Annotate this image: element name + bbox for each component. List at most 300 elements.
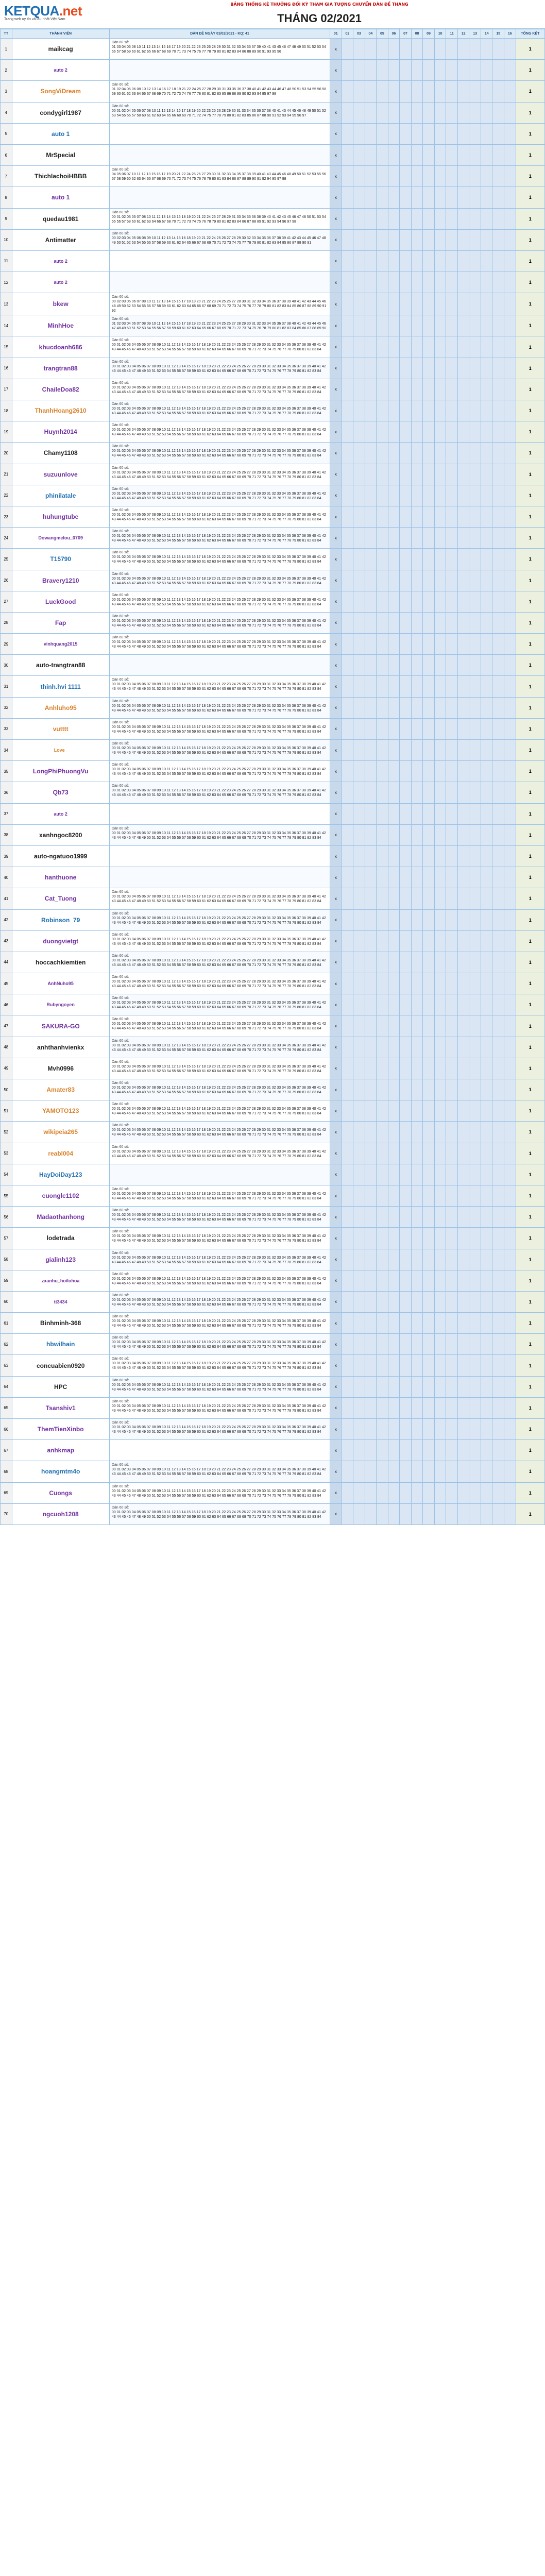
number-set-values: 00 01 02 03 04 05 06 07 08 09 10 11 12 13 14 15 16 17 18 19 20 21 22 23 24 25 26 27 28 29 30 31 32 33 34 35 36 37 38 39 40 41 42 43 44 45 46 47 48 49 50 51 52 53 54 55 56 57 58 59 60 61 62 63 64 65 66 67 68 69 70 71 72 73 74 75 76 77 78 79 80 81 82 83 84 [111,789,326,798]
day-result-cell [377,123,388,144]
day-result-cell [377,655,388,676]
day-result-cell [342,1291,353,1312]
total-cell: 1 [516,1482,544,1503]
total-cell: 1 [516,506,544,527]
member-name-link[interactable]: anhkmap [12,1440,109,1461]
day-result-cell [457,250,469,272]
day-result-cell [388,591,400,612]
day-result-cell: x [330,229,342,250]
member-name-link[interactable]: Fap [12,612,109,633]
day-result-cell [353,1058,365,1079]
number-set-cell [109,782,330,803]
number-set-label: Dàn 60 số: [111,1399,129,1403]
banner-text: BẢNG THỐNG KÊ THƯỞNG ĐỐI KỲ THAM GIA TƯỢNG CHUYỂN DÀN ĐỀ THÁNG [230,2,408,7]
day-result-cell [423,740,435,761]
day-result-cell [446,655,458,676]
day-result-cell [388,1122,400,1143]
member-name-link[interactable]: auto 2 [12,60,109,81]
day-result-cell: x [330,443,342,464]
row-number: 10 [1,229,12,250]
day-result-cell [342,506,353,527]
member-name-link[interactable]: auto 2 [12,803,109,824]
member-name-link[interactable]: Mvh0996 [12,1058,109,1079]
day-result-cell [446,888,458,909]
member-name-link[interactable]: huhungtube [12,506,109,527]
day-result-cell [353,293,365,315]
day-result-cell [411,930,423,952]
day-result-cell [446,1482,458,1503]
row-number: 38 [1,824,12,845]
day-result-cell [388,293,400,315]
day-result-cell [504,549,516,570]
table-row [1,1207,545,1228]
day-result-cell [400,1122,412,1143]
day-result-cell [377,1419,388,1440]
day-result-cell [400,973,412,994]
day-result-cell [388,1291,400,1312]
day-result-cell [469,612,481,633]
day-result-cell [388,1397,400,1418]
day-result-cell [388,315,400,336]
member-name-link[interactable]: hanthuone [12,867,109,888]
member-name-link[interactable]: auto-trangtran88 [12,655,109,676]
day-result-cell [481,208,492,229]
member-name-link[interactable]: Antimatter [12,229,109,250]
day-result-cell [342,443,353,464]
member-name-link[interactable]: auto-ngatuoo1999 [12,845,109,867]
day-result-cell [377,400,388,421]
day-result-cell [423,1313,435,1334]
day-result-cell [353,208,365,229]
day-result-cell [457,697,469,718]
day-result-cell [434,697,446,718]
member-name-link[interactable]: Bravery1210 [12,570,109,591]
day-result-cell [400,676,412,697]
day-result-cell [446,1440,458,1461]
member-name-link[interactable]: LongPhiPhuongVu [12,761,109,782]
day-result-cell [457,1461,469,1482]
day-result-cell [365,1122,377,1143]
day-result-cell [492,1397,504,1418]
day-result-cell [388,1334,400,1355]
day-result-cell [434,379,446,400]
day-result-cell [446,549,458,570]
day-result-cell [388,1313,400,1334]
day-result-cell [400,1419,412,1440]
day-result-cell [423,1207,435,1228]
day-result-cell [342,102,353,123]
member-name-link[interactable]: auto 1 [12,187,109,208]
member-name-link[interactable]: Tsanshiv1 [12,1397,109,1418]
row-number: 36 [1,782,12,803]
day-result-cell [504,485,516,506]
day-result-cell [411,570,423,591]
day-result-cell [365,591,377,612]
day-result-cell: x [330,549,342,570]
day-result-cell [481,1015,492,1037]
day-result-cell: x [330,994,342,1015]
table-row [1,1143,545,1164]
day-result-cell [377,1058,388,1079]
row-number: 57 [1,1228,12,1249]
table-row [1,909,545,930]
member-name-link[interactable]: SAKURA-GO [12,1015,109,1037]
member-name-link[interactable]: hoangmtm4o [12,1461,109,1482]
day-result-cell [504,1207,516,1228]
day-result-cell [481,634,492,655]
member-name-link[interactable]: Chamy1108 [12,443,109,464]
day-result-cell [400,229,412,250]
member-name-link[interactable]: Anhluho95 [12,697,109,718]
member-name-link[interactable]: cuonglc1102 [12,1185,109,1206]
member-name-link[interactable]: vutttt [12,718,109,739]
member-name-link[interactable]: auto 2 [12,250,109,272]
day-result-cell [353,102,365,123]
day-result-cell [457,740,469,761]
total-cell: 1 [516,123,544,144]
number-set-values: 00 01 02 03 04 05 06 07 08 09 10 11 12 13 14 15 16 17 18 19 20 21 22 23 24 25 26 27 28 29 30 31 32 33 34 35 36 37 38 39 40 41 42 43 44 45 46 47 48 49 50 51 52 53 54 55 56 57 58 59 60 61 62 63 64 65 66 67 68 69 70 71 72 73 74 75 76 77 78 79 80 81 82 83 84 [111,428,326,437]
day-result-cell [365,845,377,867]
number-set-values: 00 01 02 03 04 05 06 07 08 09 10 11 12 13 14 15 16 17 18 19 20 21 22 23 24 25 26 27 28 29 30 31 32 33 34 35 36 37 38 39 40 41 42 43 44 45 46 47 48 49 50 51 52 53 54 55 56 57 58 59 60 61 62 63 64 65 66 67 68 69 70 71 72 73 74 75 76 77 78 79 80 81 82 83 84 [111,1426,326,1434]
number-set-values: 00 01 02 03 04 05 06 07 08 09 10 11 12 13 14 15 16 17 18 19 20 21 22 23 24 25 26 27 28 29 30 31 32 33 34 35 36 37 38 39 40 41 42 43 44 45 46 47 48 49 50 51 52 53 54 55 56 57 58 59 60 61 62 63 64 65 66 67 68 69 70 71 72 73 74 75 76 77 78 79 80 81 82 83 84 [111,916,326,925]
day-result-cell: x [330,1334,342,1355]
site-logo[interactable] [4,3,92,26]
day-result-cell: x [330,506,342,527]
member-name-link[interactable]: T15790 [12,549,109,570]
day-result-cell [446,930,458,952]
member-name-link[interactable]: ThichlachoiHBBB [12,166,109,187]
member-name-link[interactable]: ThanhHoang2610 [12,400,109,421]
number-set-label: Dàn 60 số: [111,784,129,788]
day-result-cell [353,81,365,102]
day-result-cell [400,250,412,272]
header-day: 07 [400,29,412,39]
member-name-link[interactable]: maikcag [12,39,109,60]
day-result-cell [457,1355,469,1376]
day-result-cell [457,1185,469,1206]
day-result-cell [481,909,492,930]
row-number: 56 [1,1207,12,1228]
day-result-cell [365,1313,377,1334]
member-name-link[interactable]: condygirl1987 [12,102,109,123]
member-name-link[interactable]: MrSpecial [12,144,109,165]
day-result-cell [411,336,423,358]
day-result-cell [377,1291,388,1312]
member-name-link[interactable]: anhthanhvienkx [12,1037,109,1058]
day-result-cell [365,612,377,633]
day-result-cell [504,740,516,761]
table-row [1,1058,545,1079]
member-name-link[interactable]: wikipeia265 [12,1122,109,1143]
member-name-link[interactable]: SongViDream [12,81,109,102]
day-result-cell [434,81,446,102]
day-result-cell [481,1397,492,1418]
header-day: 13 [469,29,481,39]
member-name-link[interactable]: Love_ [12,740,109,761]
member-name-link[interactable]: lodetrada [12,1228,109,1249]
member-name-link[interactable]: thinh.hvi 1111 [12,676,109,697]
day-result-cell [365,1482,377,1503]
day-result-cell [342,1207,353,1228]
day-result-cell [434,740,446,761]
member-name-link[interactable]: zxanhu_hoilohoa [12,1270,109,1291]
day-result-cell [365,485,377,506]
day-result-cell [377,187,388,208]
day-result-cell: x [330,39,342,60]
day-result-cell [365,888,377,909]
day-result-cell [423,208,435,229]
day-result-cell: x [330,400,342,421]
day-result-cell [377,358,388,379]
member-name-link[interactable]: ngcuoh1208 [12,1503,109,1524]
day-result-cell [342,166,353,187]
day-result-cell [400,761,412,782]
member-name-link[interactable]: reabl004 [12,1143,109,1164]
day-result-cell [400,39,412,60]
row-number: 49 [1,1058,12,1079]
member-name-link[interactable]: vinhquang2015 [12,634,109,655]
number-set-cell [109,1291,330,1312]
day-result-cell: x [330,1228,342,1249]
row-number: 59 [1,1270,12,1291]
member-name-link[interactable]: khucdoanh686 [12,336,109,358]
day-result-cell [411,400,423,421]
day-result-cell [353,1143,365,1164]
number-set-values: 00 01 02 03 04 05 06 07 08 09 10 11 12 13 14 15 16 17 18 19 20 21 22 23 24 25 26 27 28 29 30 31 32 33 34 35 36 37 38 39 40 41 42 43 44 45 46 47 48 49 50 51 52 53 54 55 56 57 58 59 60 61 62 63 64 65 66 67 68 69 70 71 72 73 74 75 76 77 78 79 80 81 82 83 84 [111,555,326,564]
member-name-link[interactable]: Qb73 [12,782,109,803]
member-name-link[interactable]: Rubyngoyen [12,994,109,1015]
day-result-cell [457,421,469,443]
day-result-cell [377,81,388,102]
day-result-cell [457,1503,469,1524]
day-result-cell [469,1015,481,1037]
day-result-cell [342,1419,353,1440]
number-set-values: 00 01 02 03 04 05 06 07 08 09 10 11 12 13 14 15 16 17 18 19 20 21 22 23 24 25 26 27 28 29 30 31 32 33 34 35 36 37 38 39 40 41 42 43 44 45 46 47 48 49 50 51 52 53 54 55 56 57 58 59 60 61 62 63 64 65 66 67 68 69 70 71 72 73 74 75 76 77 78 79 80 81 82 83 84 [111,640,326,649]
member-name-link[interactable]: HPC [12,1376,109,1397]
day-result-cell [469,39,481,60]
day-result-cell [481,1249,492,1270]
day-result-cell [446,293,458,315]
day-result-cell [342,1355,353,1376]
day-result-cell [504,1164,516,1185]
member-name-link[interactable]: bkew [12,293,109,315]
member-name-link[interactable]: auto 2 [12,272,109,293]
day-result-cell [423,144,435,165]
day-result-cell [446,1270,458,1291]
row-number: 8 [1,187,12,208]
day-result-cell [353,1482,365,1503]
day-result-cell: x [330,867,342,888]
day-result-cell [365,144,377,165]
day-result-cell [377,1015,388,1037]
member-name-link[interactable]: Cuongs [12,1482,109,1503]
row-number: 26 [1,570,12,591]
day-result-cell [504,1419,516,1440]
day-result-cell [469,400,481,421]
day-result-cell [400,634,412,655]
day-result-cell [423,506,435,527]
day-result-cell [342,1461,353,1482]
day-result-cell [481,549,492,570]
member-name-link[interactable]: Amater83 [12,1079,109,1100]
number-set-values: 00 01 02 03 04 05 06 07 08 09 10 11 12 13 14 15 16 17 18 19 20 21 22 23 24 25 26 27 28 29 30 31 32 33 34 35 36 37 38 39 40 41 42 43 44 45 46 47 48 49 50 51 52 53 54 55 56 57 58 59 60 61 62 63 64 65 66 67 68 69 70 71 72 73 74 75 76 77 78 79 80 81 82 83 84 [111,1128,326,1137]
day-result-cell [457,1228,469,1249]
day-result-cell [377,1037,388,1058]
day-result-cell [481,1482,492,1503]
logo-text: KETQUA.net [4,3,82,19]
day-result-cell [423,443,435,464]
day-result-cell [377,909,388,930]
member-name-link[interactable]: tt3434 [12,1291,109,1312]
table-row [1,1079,545,1100]
day-result-cell [411,973,423,994]
table-header-row [1,29,545,39]
day-result-cell [411,549,423,570]
member-name-link[interactable]: LuckGood [12,591,109,612]
day-result-cell [342,1376,353,1397]
row-number: 61 [1,1313,12,1334]
day-result-cell [377,144,388,165]
member-name-link[interactable]: concuabien0920 [12,1355,109,1376]
day-result-cell [365,60,377,81]
day-result-cell [469,549,481,570]
day-result-cell [492,994,504,1015]
day-result-cell [481,1228,492,1249]
page-title: THÁNG 02/2021 [277,12,362,25]
day-result-cell [481,485,492,506]
member-name-link[interactable]: ThemTienXinbo [12,1419,109,1440]
day-result-cell [353,845,365,867]
day-result-cell [377,930,388,952]
member-name-link[interactable]: hbwilhain [12,1334,109,1355]
day-result-cell [504,867,516,888]
day-result-cell [377,1440,388,1461]
day-result-cell [411,888,423,909]
day-result-cell [411,421,423,443]
row-number: 45 [1,973,12,994]
member-name-link[interactable]: trangtran88 [12,358,109,379]
day-result-cell [377,1207,388,1228]
day-result-cell [492,1100,504,1122]
day-result-cell [457,187,469,208]
day-result-cell: x [330,697,342,718]
day-result-cell [446,1397,458,1418]
member-name-link[interactable]: gialinh123 [12,1249,109,1270]
member-name-link[interactable]: phinilatale [12,485,109,506]
day-result-cell [388,570,400,591]
day-result-cell [353,803,365,824]
day-result-cell [353,1015,365,1037]
total-cell: 1 [516,697,544,718]
day-result-cell [457,591,469,612]
header-day: 16 [504,29,516,39]
day-result-cell [411,1185,423,1206]
row-number: 42 [1,909,12,930]
day-result-cell [492,782,504,803]
member-name-link[interactable]: Cat_Tuong [12,888,109,909]
table-row [1,612,545,633]
day-result-cell [400,952,412,973]
member-name-link[interactable]: Huynh2014 [12,421,109,443]
member-name-link[interactable]: quedau1981 [12,208,109,229]
day-result-cell [434,315,446,336]
table-row [1,1355,545,1376]
day-result-cell [504,1291,516,1312]
member-name-link[interactable]: ChaileDoa82 [12,379,109,400]
row-number: 13 [1,293,12,315]
day-result-cell [434,60,446,81]
day-result-cell [365,1079,377,1100]
day-result-cell [457,528,469,549]
number-set-label: Dàn 60 số: [111,1484,129,1488]
day-result-cell [504,315,516,336]
number-set-values: 00 01 02 03 04 05 06 07 08 09 10 11 12 13 14 15 16 17 18 19 20 21 22 23 24 25 26 27 28 29 30 31 32 33 34 35 36 37 38 39 40 41 42 43 44 45 46 47 48 49 50 51 52 53 54 55 56 57 58 59 60 61 62 63 64 65 66 67 68 69 70 71 72 73 74 75 76 77 78 79 80 81 82 83 84 [111,1043,326,1052]
member-name-link[interactable]: Robinson_79 [12,909,109,930]
member-name-link[interactable]: Binhminh-368 [12,1313,109,1334]
day-result-cell [434,761,446,782]
day-result-cell [400,144,412,165]
member-name-link[interactable]: Dowangmelou_0709 [12,528,109,549]
day-result-cell [342,1015,353,1037]
member-name-link[interactable]: duongvietgt [12,930,109,952]
number-set-cell [109,506,330,527]
day-result-cell [481,293,492,315]
day-result-cell [388,1143,400,1164]
day-result-cell [377,570,388,591]
day-result-cell [504,81,516,102]
day-result-cell [457,612,469,633]
member-name-link[interactable]: Madaothanhong [12,1207,109,1228]
day-result-cell [481,718,492,739]
member-name-link[interactable]: suzuunlove [12,464,109,485]
member-name-link[interactable]: MinhHoe [12,315,109,336]
day-result-cell [446,187,458,208]
day-result-cell [388,464,400,485]
day-result-cell [481,1440,492,1461]
day-result-cell [504,250,516,272]
day-result-cell [377,421,388,443]
day-result-cell [504,1334,516,1355]
total-cell: 1 [516,1249,544,1270]
day-result-cell [481,1503,492,1524]
member-name-link[interactable]: AnhNuho95 [12,973,109,994]
member-name-link[interactable]: xanhngoc8200 [12,824,109,845]
day-result-cell [457,867,469,888]
day-result-cell [342,973,353,994]
row-number: 67 [1,1440,12,1461]
day-result-cell [342,1397,353,1418]
day-result-cell [388,803,400,824]
day-result-cell [504,1015,516,1037]
row-number: 12 [1,272,12,293]
day-result-cell [400,102,412,123]
day-result-cell [400,60,412,81]
member-name-link[interactable]: auto 1 [12,123,109,144]
day-result-cell [457,655,469,676]
number-set-cell [109,888,330,909]
day-result-cell [342,888,353,909]
day-result-cell [342,994,353,1015]
day-result-cell [481,676,492,697]
member-name-link[interactable]: hoccachkiemtien [12,952,109,973]
day-result-cell [492,464,504,485]
day-result-cell [342,1058,353,1079]
day-result-cell [469,1355,481,1376]
member-name-link[interactable]: YAMOTO123 [12,1100,109,1122]
member-name-link[interactable]: HayDoiDay123 [12,1164,109,1185]
day-result-cell [411,1249,423,1270]
day-result-cell [504,166,516,187]
